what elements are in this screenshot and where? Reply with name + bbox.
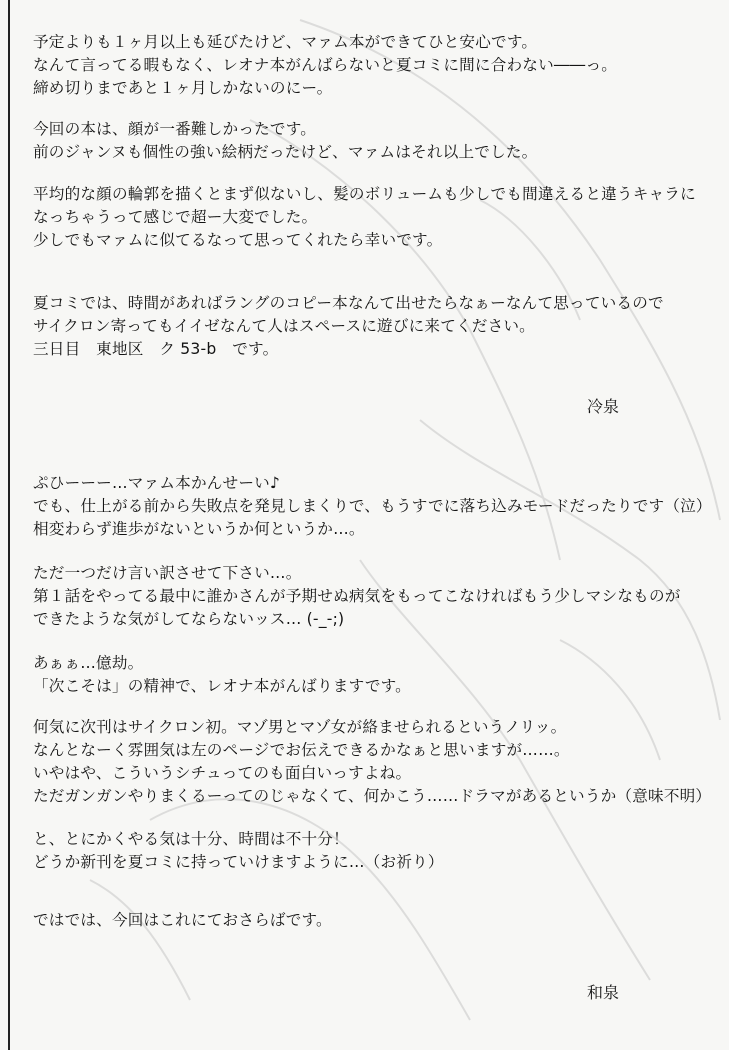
text-line: ただ一つだけ言い訳させて下さい…。	[33, 564, 302, 582]
text-line: いやはや、こういうシチュってのも面白いっすよね。	[33, 764, 412, 782]
text-line: なっちゃうって感じで超ー大変でした。	[33, 208, 318, 226]
text-line: 予定よりも１ヶ月以上も延びたけど、マァム本ができてひと安心です。	[33, 33, 538, 51]
text-line: 今回の本は、顔が一番難しかったです。	[33, 120, 317, 138]
text-line: どうか新刊を夏コミに持っていけますように…（お祈り）	[33, 853, 444, 871]
text-line: と、とにかくやる気は十分、時間は不十分！	[33, 830, 349, 848]
text-line: でも、仕上がる前から失敗点を発見しまくりで、もうすでに落ち込みモードだったりです（泣）	[33, 497, 712, 515]
text-line: あぁぁ…億劫。	[33, 654, 144, 672]
text-line: ぷひーーー…マァム本かんせーい♪	[33, 474, 281, 492]
text-line: できたような気がしてならないッス… (-_-;)	[33, 610, 345, 628]
text-line: 相変わらず進歩がないというか何というか…。	[33, 520, 365, 538]
signature-izumi: 和泉	[587, 983, 620, 1002]
text-line: 前のジャンヌも個性の強い絵柄だったけど、マァムはそれ以上でした。	[33, 143, 538, 161]
text-line: 三日目 東地区 ク 53-b です。	[33, 340, 279, 358]
text-line: 何気に次刊はサイクロン初。マゾ男とマゾ女が絡ませられるというノリッ。	[33, 718, 567, 736]
text-line: 平均的な顔の輪郭を描くとまず似ないし、髪のボリュームも少しでも間違えると違うキャラに	[33, 185, 696, 203]
text-line: 締め切りまであと１ヶ月しかないのにー。	[33, 79, 333, 97]
text-line: 「次こそは」の精神で、レオナ本がんばりますです。	[33, 677, 411, 695]
left-margin-rule	[8, 0, 10, 1050]
text-line: 夏コミでは、時間があればラングのコピー本なんて出せたらなぁーなんて思っているので	[33, 294, 664, 312]
text-line: サイクロン寄ってもイイゼなんて人はスペースに遊びに来てください。	[33, 317, 535, 335]
text-line: 第１話をやってる最中に誰かさんが予期せぬ病気をもってこなければもう少しマシなものが	[33, 587, 681, 605]
text-line: なんとなーく雰囲気は左のページでお伝えできるかなぁと思いますが……。	[33, 741, 570, 759]
text-line: 少しでもマァムに似てるなって思ってくれたら幸いです。	[33, 231, 443, 249]
text-line: ではでは、今回はこれにておさらばです。	[33, 911, 332, 929]
text-line: なんて言ってる暇もなく、レオナ本がんばらないと夏コミに間に合わない――っ。	[33, 56, 618, 74]
signature-reisen: 冷泉	[587, 397, 620, 416]
text-line: ただガンガンやりまくるーってのじゃなくて、何かこう……ドラマがあるというか（意味不明）	[33, 787, 712, 805]
